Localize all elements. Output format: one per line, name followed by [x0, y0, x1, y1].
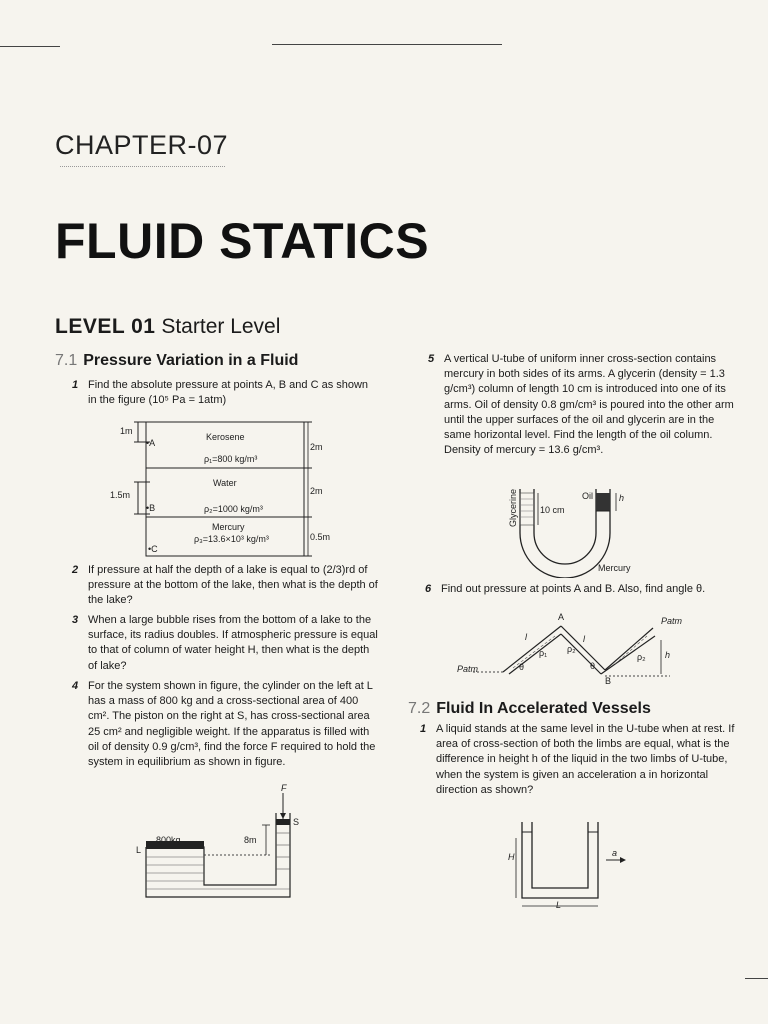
mercury-density: ρ₃=13.6×10³ kg/m³: [194, 534, 269, 544]
kerosene-density: ρ₁=800 kg/m³: [204, 454, 258, 464]
question-number: 3: [72, 614, 79, 626]
chapter-title: FLUID STATICS: [55, 213, 430, 269]
question-number: 2: [72, 564, 79, 576]
level-name: Starter Level: [161, 315, 281, 338]
question-text: A liquid stands at the same level in the U-tube when at rest. If area of cross-section of both the limbs are equal, what is the difference in height h of the liquid in the two limbs of U-tube, when the system is given an acceleration a in horizontal direction as shown?: [436, 723, 735, 796]
oil-label: Oil: [582, 491, 593, 501]
acceleration-a-label: a: [612, 848, 618, 858]
question-text: Find out pressure at points A and B. Also, find angle θ.: [441, 583, 706, 595]
question-1: [72, 378, 378, 408]
chapter-dotted-underline: [60, 166, 225, 167]
point-b: •B: [146, 503, 156, 513]
density-rho1-label: ρ₁: [539, 648, 548, 658]
density-rho2-right-label: ρ₂: [637, 652, 646, 662]
point-b-label: B: [605, 676, 612, 686]
question-6: [425, 582, 741, 597]
length-10cm-label: 10 cm: [540, 505, 565, 515]
section-title: Fluid In Accelerated Vessels: [436, 700, 651, 717]
height-h-label: h: [665, 650, 671, 660]
hydraulic-press-drawing: [130, 785, 310, 905]
question-number: 5: [428, 353, 435, 365]
question-number: 4: [72, 680, 79, 692]
top-rule-left: [0, 46, 60, 47]
figure-inclined-tubes: [455, 612, 683, 688]
question-text: For the system shown in figure, the cylinder on the left at L has a mass of 800 kg and a cross-sectional area of 400 cm². The piston on the right at S, has cross-sectional area 25 cm² and negligible weight. If the apparatus is filled with oil of density 0.9 g/cm³, find the force F required to hold the system in equilibrium as shown in figure.: [88, 680, 376, 769]
question-text: A vertical U-tube of uniform inner cross-section contains mercury in both sides of its arms. A glycerin (density = 1.3 g/cm³) column of length 10 cm is introduced into one of its arms. Oil of density 0.8 gm/cm³ is poured into the other arm until the upper surfaces of the oil and glycerin are in the same horizontal level. Find the length of the oil column. Density of mercury = 13.6 g/cm³.: [444, 353, 734, 457]
height-h-label: H: [508, 852, 515, 862]
mass-label: 800kg: [156, 835, 181, 845]
question-5: [428, 352, 742, 458]
depth-8m-label: 8m: [244, 835, 257, 845]
height-2m-mid: 2m: [310, 486, 323, 496]
theta-left-label: θ: [519, 662, 525, 672]
kerosene-label: Kerosene: [206, 432, 245, 442]
question-text: Find the absolute pressure at points A, B and C as shown in the figure (10⁵ Pa = 1atm): [88, 379, 369, 407]
question-2: [72, 563, 378, 609]
section-7-1-heading: [55, 352, 298, 370]
question-number: 1: [420, 723, 427, 735]
point-a-label: A: [558, 612, 565, 622]
level-heading: [55, 315, 280, 339]
point-a: •A: [146, 438, 156, 448]
question-4: [72, 679, 378, 770]
height-0-5m: 0.5m: [310, 532, 331, 542]
level-tag: LEVEL 01: [55, 315, 156, 338]
section-7-2-heading: [408, 700, 651, 718]
question-text: When a large bubble rises from the bottom of a lake to the surface, its radius doubles. If atmospheric pressure is equal to that of column of water height H, then what is the depth of lake?: [88, 614, 378, 672]
length-l-left: l: [525, 632, 527, 642]
height-2m-top: 2m: [310, 442, 323, 452]
oil-height-h-label: h: [619, 493, 625, 503]
question-3: [72, 613, 378, 674]
question-number: 6: [425, 583, 432, 595]
water-density: ρ₂=1000 kg/m³: [204, 504, 263, 514]
force-f-label: F: [281, 783, 287, 793]
figure-accelerated-u-tube: [508, 818, 628, 914]
label-1-5m: 1.5m: [110, 490, 131, 500]
density-rho2-label: ρ₂: [567, 644, 576, 654]
water-label: Water: [213, 478, 237, 488]
chapter-label: CHAPTER-07: [55, 130, 229, 160]
question-text: If pressure at half the depth of a lake is equal to (2/3)rd of pressure at the bottom of the lake, then what is the depth of the lake?: [88, 564, 378, 607]
glycerine-label: Glycerine: [508, 488, 518, 527]
length-l-label: L: [556, 900, 562, 910]
question-number: 1: [72, 379, 79, 391]
mercury-label: Mercury: [598, 563, 631, 573]
question-7-2-1: [420, 722, 740, 798]
point-c: •C: [148, 544, 158, 554]
accelerated-u-tube-drawing: [508, 818, 628, 914]
section-number: 7.1: [55, 352, 78, 369]
top-rule-center: [272, 44, 502, 45]
patm-left-label: Patm: [457, 664, 479, 674]
section-number: 7.2: [408, 700, 431, 717]
bottom-rule-right: [745, 978, 768, 979]
cylinder-l-label: L: [136, 845, 142, 855]
label-1m: 1m: [120, 426, 133, 436]
length-l-right: l: [583, 634, 585, 644]
piston-s-label: S: [293, 817, 300, 827]
theta-right-label: θ: [590, 661, 596, 671]
patm-right-label: Patm: [661, 616, 683, 626]
figure-hydraulic-press: [130, 785, 310, 905]
figure-layered-tank: [110, 420, 360, 560]
mercury-label: Mercury: [212, 522, 245, 532]
figure-u-tube-glycerine-oil: [500, 483, 670, 578]
section-title: Pressure Variation in a Fluid: [83, 352, 299, 369]
